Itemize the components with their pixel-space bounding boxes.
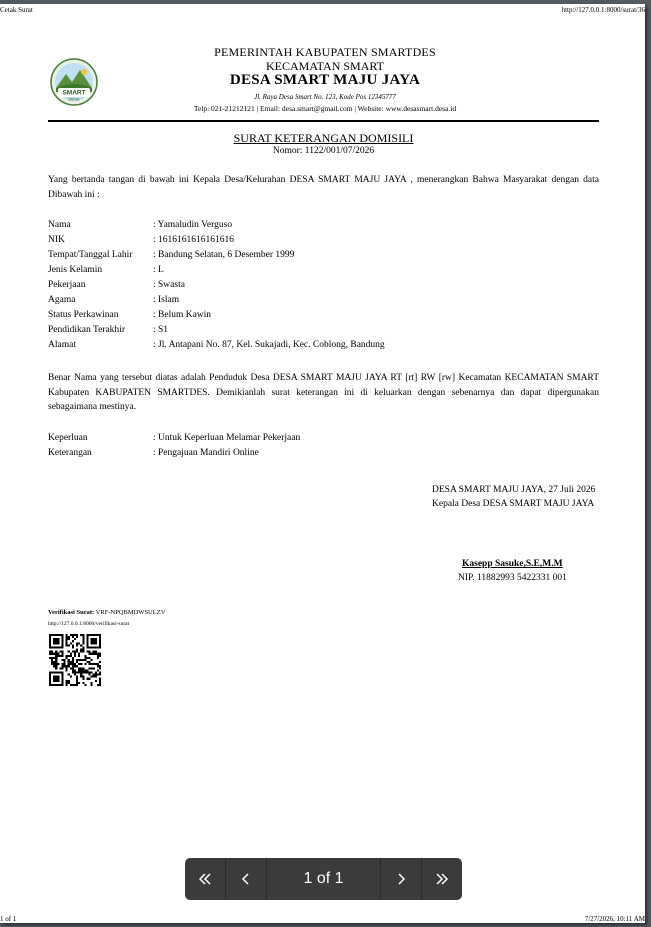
verification-code: VRF-NPQBMDWSULZV [95, 609, 166, 616]
last-page-button[interactable] [422, 858, 462, 900]
field-value: : Yamaludin Verguso [153, 220, 233, 230]
page-navigator [185, 858, 462, 900]
field-value: : Belum Kawin [153, 310, 212, 320]
document-page [0, 4, 645, 923]
field-row [48, 293, 599, 308]
village-logo-icon [50, 58, 98, 106]
kop-line-2: KECAMATAN SMART [266, 59, 384, 73]
field-row [48, 338, 599, 353]
prev-page-button[interactable] [226, 858, 267, 900]
field-row [48, 446, 599, 461]
verification-url: http://127.0.0.1:8000/verifikasi-surat [48, 621, 130, 627]
field-row [48, 323, 599, 338]
letter-intro: Yang bertanda tangan di bawah ini Kepala Desa/Kelurahan DESA SMART MAJU JAYA , menerangkan Bahwa Masyarakat dengan data Dibawah ini : [48, 175, 599, 200]
letter-number: Nomor: 1122/001/07/2026 [272, 146, 375, 156]
verification-label: Verifikasi Surat: [48, 609, 95, 616]
field-value: : Swasta [153, 280, 185, 290]
resident-data [48, 218, 599, 353]
place-date: DESA SMART MAJU JAYA, 27 Juli 2026 [432, 485, 596, 495]
double-chevron-left-icon [197, 871, 213, 887]
field-value: : Jl. Antapani No. 87, Kel. Sukajadi, Kec. Coblong, Bandung [153, 340, 385, 350]
field-row [48, 233, 599, 248]
signer-title: Kepala Desa DESA SMART MAJU JAYA [432, 499, 595, 509]
letter-statement: Benar Nama yang tersebut diatas adalah Penduduk Desa DESA SMART MAJU JAYA RT [rt] RW [rw] Kecamatan KECAMATAN SMART Kabupaten KABUPATEN SMARTDES. Demikianlah surat keterangan ini di keluarkan dengan sebenarnya dan dapat dipergunakan sebagaimana mestinya. [48, 373, 599, 412]
chevron-left-icon [238, 871, 254, 887]
field-value: : Pengajuan Mandiri Online [153, 448, 259, 458]
field-row [48, 248, 599, 263]
field-label: Pekerjaan [48, 280, 86, 290]
next-page-button[interactable] [381, 858, 422, 900]
print-header-title: Cetak Surat [0, 6, 33, 14]
kop-line-3: DESA SMART MAJU JAYA [229, 72, 421, 88]
field-value: : S1 [153, 325, 169, 335]
field-label: Tempat/Tanggal Lahir [48, 250, 133, 260]
field-label: Agama [48, 295, 76, 305]
signer-name: Kasepp Sasuke,S.E,M.M [462, 559, 563, 569]
chevron-right-icon [393, 871, 409, 887]
print-footer-datetime: 7/27/2026, 10:11 AM [584, 915, 645, 923]
print-header-url: http://127.0.0.1:8000/surat/36 [561, 6, 645, 14]
kop-contact: Telp: 021-21212121 | Email: desa.smart@gmail.com | Website: www.desasmart.desa.id [193, 104, 457, 113]
field-value: : Untuk Keperluan Melamar Pekerjaan [153, 433, 301, 443]
purpose-data [48, 431, 599, 461]
field-label: Keterangan [48, 448, 92, 458]
letter-title: SURAT KETERANGAN DOMISILI [233, 131, 414, 145]
field-row [48, 308, 599, 323]
first-page-button[interactable] [185, 858, 226, 900]
header-divider [48, 120, 599, 122]
field-label: Keperluan [48, 433, 88, 443]
field-row [48, 218, 599, 233]
logo-subtext: DESA [68, 96, 80, 102]
field-value: : Bandung Selatan, 6 Desember 1999 [153, 250, 295, 260]
page-count: 1 of 1 [267, 858, 381, 900]
qr-code-icon [49, 634, 101, 686]
field-label: Status Perkawinan [48, 310, 119, 320]
verification-line [48, 609, 165, 616]
kop-address: Jl. Raya Desa Smart No. 123, Kode Pos 12345777 [254, 93, 396, 101]
field-value: : L [153, 265, 164, 275]
double-chevron-right-icon [434, 871, 450, 887]
kop-line-1: PEMERINTAH KABUPATEN SMARTDES [214, 45, 436, 59]
print-footer-pages: 1 of 1 [0, 915, 17, 923]
logo-text: SMART [62, 89, 86, 97]
field-label: NIK [48, 235, 65, 245]
field-label: Pendidikan Terakhir [48, 325, 125, 335]
field-row [48, 263, 599, 278]
field-label: Jenis Kelamin [48, 265, 103, 275]
signer-nip: NIP. 11882993 5422331 001 [458, 573, 567, 583]
field-label: Nama [48, 220, 71, 230]
field-row [48, 431, 599, 446]
field-label: Alamat [48, 340, 76, 350]
field-row [48, 278, 599, 293]
field-value: : Islam [153, 295, 180, 305]
field-value: : 1616161616161616 [153, 235, 235, 245]
